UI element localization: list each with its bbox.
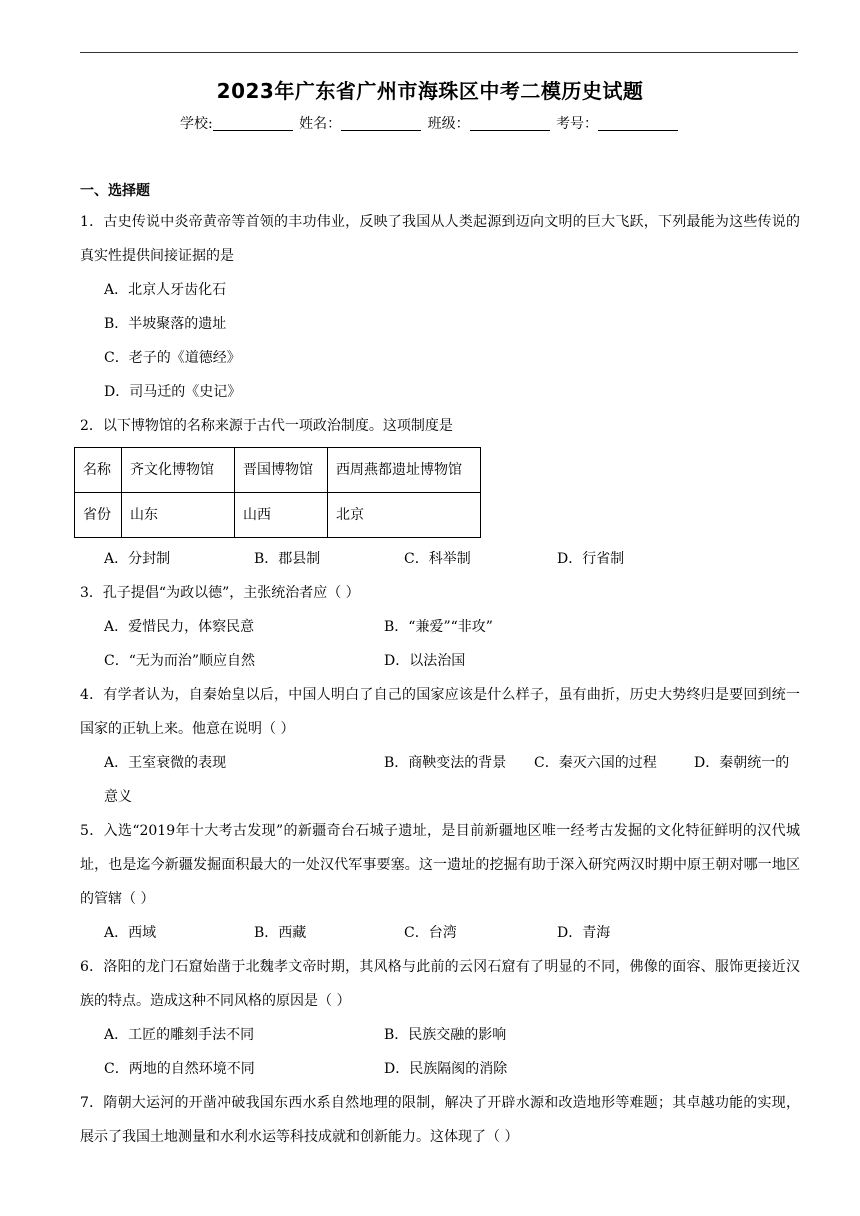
option-d[interactable]: D．秦朝统一的 — [694, 755, 790, 771]
table-cell: 晋国博物馆 — [235, 448, 328, 493]
page-title: 2023年广东省广州市海珠区中考二模历史试题 — [216, 79, 644, 103]
options-row — [80, 746, 800, 780]
exam-no-label: 考号： — [556, 116, 599, 132]
option-a[interactable]: A．工匠的雕刻手法不同 — [104, 1027, 255, 1043]
option-a[interactable]: A．王室衰微的表现 — [104, 755, 227, 771]
table-cell: 名称 — [75, 448, 122, 493]
name-blank[interactable] — [341, 116, 421, 131]
option-d[interactable]: D．行省制 — [557, 551, 625, 567]
header-rule — [80, 52, 798, 53]
option-d[interactable]: D．司马迁的《史记》 — [104, 384, 242, 400]
options-row — [80, 916, 800, 950]
question-stem: 2．以下博物馆的名称来源于古代一项政治制度。这项制度是 — [80, 418, 453, 434]
option-b[interactable]: B．西藏 — [254, 925, 307, 941]
table-cell: 省份 — [75, 493, 122, 538]
option-c[interactable]: C．两地的自然环境不同 — [104, 1061, 255, 1077]
option-b[interactable]: B．商鞅变法的背景 — [384, 755, 507, 771]
table-cell: 山东 — [122, 493, 235, 538]
option-c[interactable]: C．“无为而治”顺应自然 — [104, 653, 256, 669]
question-list — [80, 205, 800, 1154]
table-row — [75, 493, 481, 538]
options-row — [80, 644, 800, 678]
option-b[interactable]: B．郡县制 — [254, 551, 321, 567]
question-stem: 7．隋朝大运河的开凿冲破我国东西水系自然地理的限制，解决了开辟水源和改造地形等难题；其卓越功能的实现，展示了我国土地测量和水利水运等科技成就和创新能力。这体现了（ ） — [80, 1095, 800, 1145]
question-stem: 3．孔子提倡“为政以德”，主张统治者应（ ） — [80, 585, 360, 601]
options-row — [80, 542, 800, 576]
options-row — [80, 1052, 800, 1086]
option-c[interactable]: C．科举制 — [404, 551, 471, 567]
option-d[interactable]: D．青海 — [557, 925, 611, 941]
option-d[interactable]: D．民族隔阂的消除 — [384, 1061, 508, 1077]
question-stem: 1．古史传说中炎帝黄帝等首领的丰功伟业，反映了我国从人类起源到迈向文明的巨大飞跃，下列最能为这些传说的真实性提供间接证据的是 — [80, 214, 800, 264]
section-title: 一、选择题 — [80, 183, 150, 199]
option-c[interactable]: C．台湾 — [404, 925, 457, 941]
school-label: 学校: — [179, 116, 213, 132]
option-d[interactable]: D．以法治国 — [384, 653, 466, 669]
option-b[interactable]: B．半坡聚落的遗址 — [104, 316, 227, 332]
options-row — [80, 1018, 800, 1052]
table-cell: 山西 — [235, 493, 328, 538]
option-a[interactable]: A．北京人牙齿化石 — [104, 282, 227, 298]
option-d-continued: 意义 — [104, 789, 132, 805]
exam-no-blank[interactable] — [598, 116, 678, 131]
option-b[interactable]: B．“兼爱”“非攻” — [384, 619, 493, 635]
options-row — [80, 610, 800, 644]
option-c[interactable]: C．秦灭六国的过程 — [534, 755, 657, 771]
museum-table — [74, 447, 481, 538]
student-info-line — [0, 113, 860, 133]
option-a[interactable]: A．西域 — [104, 925, 157, 941]
question-stem: 5．入选“2019年十大考古发现”的新疆奇台石城子遗址，是目前新疆地区唯一经考古发掘的文化特征鲜明的汉代城址，也是迄今新疆发掘面积最大的一处汉代军事要塞。这一遗址的挖掘有助于深入研究两汉时期中原王朝对哪一地区的管辖（ ） — [80, 823, 800, 907]
class-label: 班级： — [427, 116, 470, 132]
option-a[interactable]: A．分封制 — [104, 551, 171, 567]
table-cell: 西周燕都遗址博物馆 — [328, 448, 481, 493]
class-blank[interactable] — [470, 116, 550, 131]
question-stem: 4．有学者认为，自秦始皇以后，中国人明白了自己的国家应该是什么样子，虽有曲折，历史大势终归是要回到统一国家的正轨上来。他意在说明（ ） — [80, 687, 800, 737]
table-cell: 北京 — [328, 493, 481, 538]
option-c[interactable]: C．老子的《道德经》 — [104, 350, 241, 366]
option-b[interactable]: B．民族交融的影响 — [384, 1027, 507, 1043]
name-label: 姓名： — [299, 116, 342, 132]
school-blank[interactable] — [213, 116, 293, 131]
table-cell: 齐文化博物馆 — [122, 448, 235, 493]
option-a[interactable]: A．爱惜民力，体察民意 — [104, 619, 255, 635]
question-stem: 6．洛阳的龙门石窟始凿于北魏孝文帝时期，其风格与此前的云冈石窟有了明显的不同，佛像的面容、服饰更接近汉族的特点。造成这种不同风格的原因是（ ） — [80, 959, 800, 1009]
table-row — [75, 448, 481, 493]
